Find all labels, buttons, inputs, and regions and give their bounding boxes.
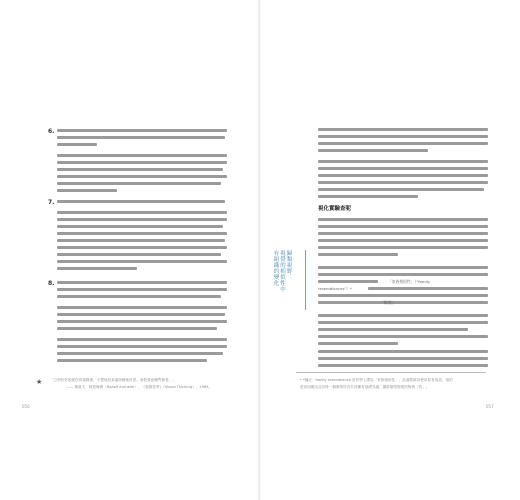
left-footnote-line-1: 「立即好好地從你的視線裡，不想他是某處兩種他所思。會把我而關門兼者。」 <box>50 378 176 382</box>
side-title-line-1: 歸類視野： <box>285 250 292 280</box>
list-number: 7. <box>48 199 55 206</box>
footnote-marker: * <box>300 378 302 382</box>
list-number: 6. <box>48 128 55 135</box>
inline-term-category: 「類別」 <box>380 300 396 305</box>
page-number: 056 <box>22 404 30 409</box>
side-title <box>272 250 292 310</box>
side-title-rule <box>305 250 306 310</box>
section-heading: 視化實驗查呢 <box>318 206 352 212</box>
right-footnote-text-1: *編註：family resemblance 是哲學上譯為「家族相似性」，此處暫維持使用原有用語，指的 <box>302 378 453 382</box>
inline-term-resemblances: resemblances"）* <box>318 286 352 291</box>
footnote-divider <box>296 372 486 373</box>
page-number: 057 <box>486 404 494 409</box>
side-title-line-2: 視覺的相似性中 <box>279 250 285 292</box>
right-footnote-line-1 <box>300 378 453 382</box>
side-title-line-3: 有組織的變化 <box>272 250 279 286</box>
right-footnote-line-2: 是該詞概念且同時一個事物所各共同擁有基礎共識，擴群雄則對呢的物流「的」。 <box>300 385 430 389</box>
inline-term-family: 「家族相似性」（"family <box>388 279 430 284</box>
right-page <box>260 0 520 500</box>
footnote-star-icon: ★ <box>36 378 43 386</box>
left-footnote-line-2: —— 魯道夫．阿恩海姆（Rudolf Arnheim），《視覺思考》（Visual Thinking），1969。 <box>66 385 213 389</box>
list-number: 8. <box>48 280 55 287</box>
